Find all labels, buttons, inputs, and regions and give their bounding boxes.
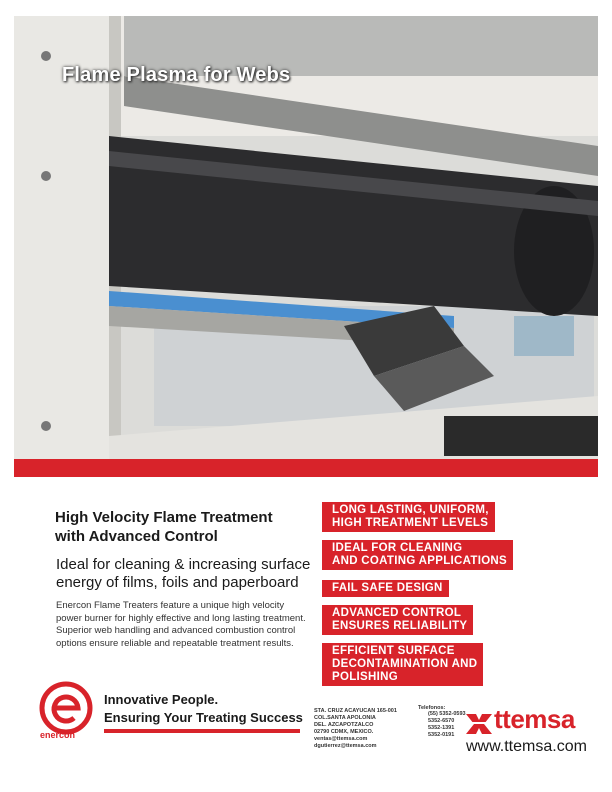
website-link[interactable]: www.ttemsa.com xyxy=(466,738,587,755)
address-line: STA. CRUZ ACAYUCAN 165-001 xyxy=(314,708,397,714)
feature-line: ENSURES RELIABILITY xyxy=(332,620,468,632)
feature-list xyxy=(322,502,522,694)
feature-line: POLISHING xyxy=(332,671,398,683)
email-link[interactable]: ventas@ttemsa.com xyxy=(314,736,368,742)
feature-line: EFFICIENT SURFACE xyxy=(332,645,455,657)
feature-line: HIGH TREATMENT LEVELS xyxy=(332,517,489,529)
feature-line: LONG LASTING, UNIFORM, xyxy=(332,504,489,516)
phone-number: 5352-6570 xyxy=(428,718,455,724)
feature-line: AND COATING APPLICATIONS xyxy=(332,555,508,567)
feature-item xyxy=(322,540,513,570)
logo-wordmark: enercon xyxy=(40,730,76,740)
tagline-secondary: Ensuring Your Treating Success xyxy=(104,710,303,725)
feature-item xyxy=(322,605,473,635)
phone-number: (55) 5352-0593 xyxy=(428,711,466,717)
headline xyxy=(55,508,315,546)
email-link[interactable]: dgutierrez@ttemsa.com xyxy=(314,743,377,749)
tagline-primary: Innovative People. xyxy=(104,692,219,707)
phone-list xyxy=(428,711,466,739)
feature-item xyxy=(322,643,483,686)
ttemsa-wordmark: ttemsa xyxy=(494,704,575,734)
subheading-line: energy of films, foils and paperboard xyxy=(56,574,299,591)
photo-title: Flame Plasma for Webs xyxy=(62,64,291,86)
feature-item xyxy=(322,502,495,532)
phones-label: Telefonos: xyxy=(418,705,446,711)
subheading xyxy=(56,556,326,592)
feature-item xyxy=(322,580,449,597)
feature-line: FAIL SAFE DESIGN xyxy=(332,582,443,594)
address-line: 02790 CDMX, MEXICO. xyxy=(314,729,374,735)
red-divider xyxy=(14,459,598,477)
headline-line: with Advanced Control xyxy=(55,528,218,545)
feature-line: IDEAL FOR CLEANING xyxy=(332,542,463,554)
ttemsa-logo-icon xyxy=(464,712,494,736)
subheading-line: Ideal for cleaning & increasing surface xyxy=(56,556,311,573)
body-paragraph: Enercon Flame Treaters feature a unique high velocity power burner for highly effective and long lasting treatment. Superior web handling and advanced combustion control options ensure reliable and repeatable treatment results. xyxy=(56,600,306,649)
phone-number: 5352-1391 xyxy=(428,725,455,731)
address-line: COL.SANTA APOLONIA xyxy=(314,715,376,721)
feature-line: DECONTAMINATION AND xyxy=(332,658,478,670)
tagline-underline xyxy=(104,729,300,733)
hero-photo xyxy=(14,16,598,467)
headline-line: High Velocity Flame Treatment xyxy=(55,509,273,526)
feature-line: ADVANCED CONTROL xyxy=(332,607,462,619)
address-line: DEL. AZCAPOTZALCO xyxy=(314,722,374,728)
phone-number: 5352-0191 xyxy=(428,732,455,738)
distributor-address xyxy=(314,708,397,750)
